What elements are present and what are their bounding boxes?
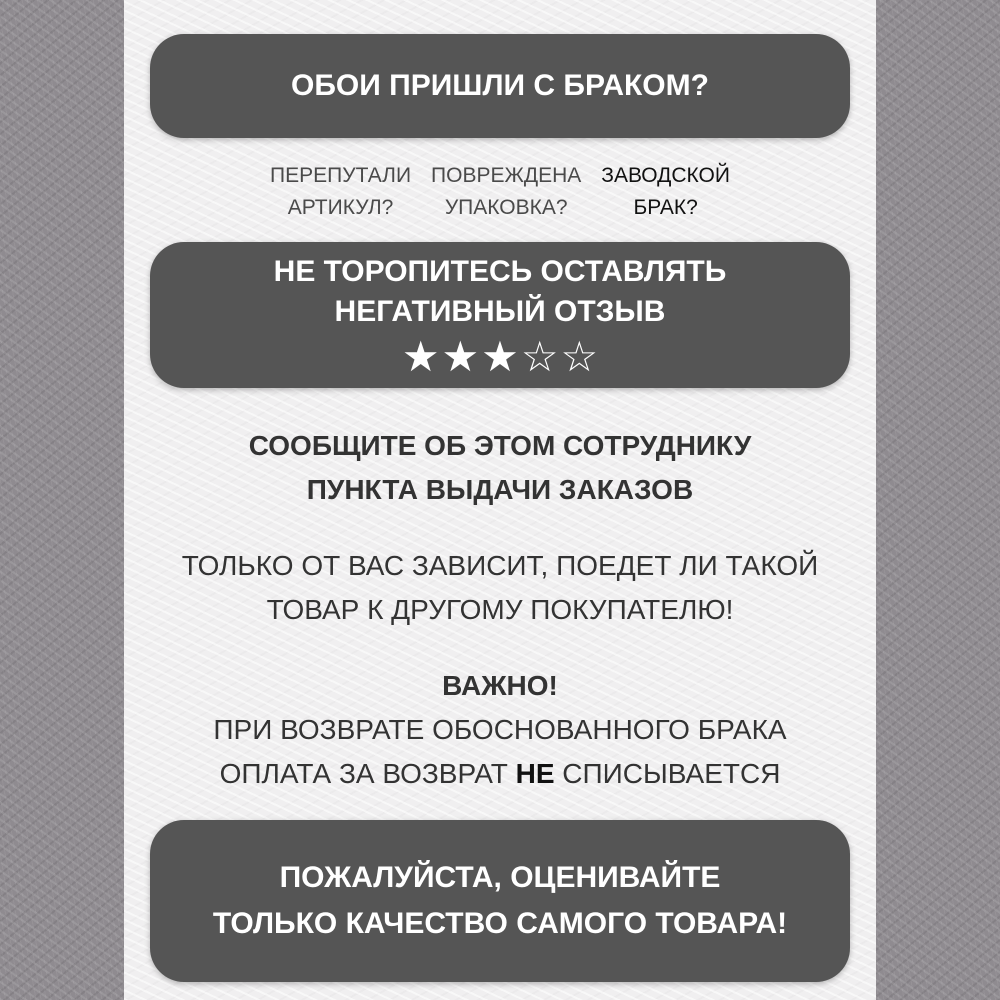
question-line: ЗАВОДСКОЙ — [601, 164, 730, 187]
important-emphasis: НЕ — [515, 758, 555, 789]
important-text-after: СПИСЫВАЕТСЯ — [554, 758, 781, 789]
question-damaged-package — [431, 160, 581, 224]
question-line: ПОВРЕЖДЕНА — [431, 164, 582, 187]
depends-line: ТОЛЬКО ОТ ВАС ЗАВИСИТ, ПОЕДЕТ ЛИ ТАКОЙ — [181, 550, 819, 581]
important-text — [150, 664, 850, 796]
star-filled-icon: ★ — [401, 333, 440, 380]
notice-banner — [150, 242, 850, 388]
footer-banner — [150, 820, 850, 982]
question-wrong-article — [270, 160, 411, 224]
notice-line: НЕГАТИВНЫЙ ОТЗЫВ — [334, 295, 666, 328]
depends-text — [150, 544, 850, 632]
header-title: ОБОИ ПРИШЛИ С БРАКОМ? — [291, 69, 709, 102]
question-line: УПАКОВКА? — [444, 196, 568, 219]
header-banner — [150, 34, 850, 138]
report-line: ПУНКТА ВЫДАЧИ ЗАКАЗОВ — [306, 474, 694, 505]
question-line: ПЕРЕПУТАЛИ — [270, 164, 412, 187]
question-line: БРАК? — [633, 196, 698, 219]
star-empty-icon: ☆ — [560, 333, 599, 380]
important-text-before: ОПЛАТА ЗА ВОЗВРАТ — [219, 758, 516, 789]
important-title: ВАЖНО! — [442, 670, 558, 701]
question-factory-defect — [601, 160, 730, 224]
notice-line: НЕ ТОРОПИТЕСЬ ОСТАВЛЯТЬ — [273, 255, 727, 288]
report-line: СООБЩИТЕ ОБ ЭТОМ СОТРУДНИКУ — [248, 430, 752, 461]
footer-line: ТОЛЬКО КАЧЕСТВО САМОГО ТОВАРА! — [212, 907, 788, 940]
important-line — [150, 752, 850, 796]
star-filled-icon: ★ — [441, 333, 480, 380]
important-line: ПРИ ВОЗВРАТЕ ОБОСНОВАННОГО БРАКА — [213, 714, 787, 745]
star-filled-icon: ★ — [481, 333, 519, 380]
star-empty-icon: ☆ — [520, 333, 559, 380]
footer-line: ПОЖАЛУЙСТА, ОЦЕНИВАЙТЕ — [279, 861, 721, 894]
star-rating — [401, 333, 599, 380]
questions-row — [150, 160, 850, 224]
report-text — [150, 424, 850, 512]
question-line: АРТИКУЛ? — [287, 196, 394, 219]
depends-line: ТОВАР К ДРУГОМУ ПОКУПАТЕЛЮ! — [266, 594, 734, 625]
